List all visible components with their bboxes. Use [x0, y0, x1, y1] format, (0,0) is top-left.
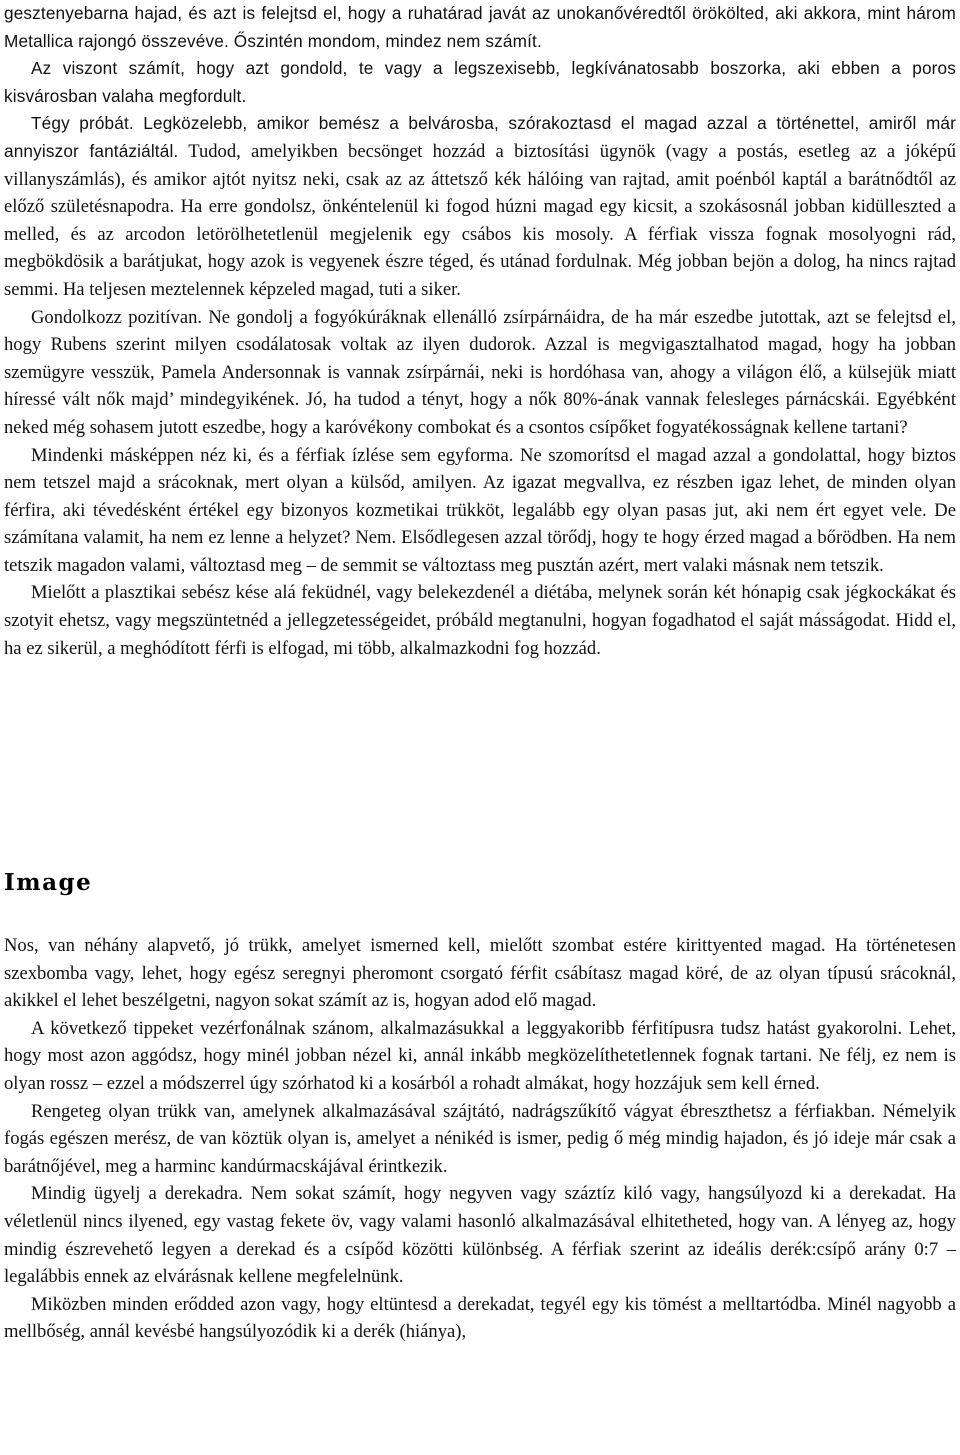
paragraph-text: Az viszont számít, hogy azt gondold, te vagy a legszexisebb, legkívánatosabb boszorka, aki ebben a poros kisvárosban valaha megfordult.	[4, 58, 956, 106]
paragraph: Rengeteg olyan trükk van, amelynek alkalmazásával szájtátó, nadrágszűkítő vágyat ébreszthetsz a férfiakban. Némelyik fogás egészen merész, de van köztük olyan is, amelyet a nénikéd is ismer, pedig ő még mindig hajadon, és jó ideje már csak a barátnőjével, meg a harminc kandúrmacskájával érintkezik.	[4, 1100, 956, 1177]
document-body-part-2	[4, 932, 956, 1346]
paragraph-continued	[4, 0, 956, 55]
paragraph	[4, 110, 956, 303]
document-body-part-1	[4, 0, 956, 662]
paragraph-text: Tudod, amelyikben becsönget hozzád a biztosítási ügynök (vagy a postás, esetleg az a jóképű villanyszámlás), és amikor ajtót nyitsz neki, csak az az áttetsző kék hálóing van rajtad, amit poénból kaptál a barátnődtől az előző születésnapodra. Ha erre gondolsz, önkéntelenül ki fogod húzni magad egy kicsit, a szokásosnál jobban kidülleszted a melled, és az arcodon letörölhetetlenül megjelenik egy csábos kis mosoly. A férfiak vissza fognak mosolyogni rád, megbökdösik a barátjukat, hogy azok is vegyenek észre téged, és utánad fordulnak. Még jobban bejön a dolog, ha nincs rajtad semmi. Ha teljesen meztelennek képzeled magad, tuti a siker.	[4, 140, 956, 300]
paragraph: Gondolkozz pozitívan. Ne gondolj a fogyókúráknak ellenálló zsírpárnáidra, de ha már eszedbe jutottak, azt se felejtsd el, hogy Rubens szerint milyen csodálatosak voltak az ilyen dudorok. Azzal is megvigasztalhatod magad, hogy ha jobban szemügyre vesszük, Pamela Andersonnak is vannak zsírpárnái, neki is hordóhasa van, ahogy a világon élő, a külsejük miatt híressé vált nők majd’ mindegyikének. Jó, ha tudod a tényt, hogy a nők 80%-ának vannak felesleges párnácskái. Egyébként neked még sohasem jutott eszedbe, hogy a karóvékony combokat és a csontos csípőket fogyatékosságnak kellene tartani?	[4, 306, 956, 438]
paragraph: Mindig ügyelj a derekadra. Nem sokat számít, hogy negyven vagy száztíz kiló vagy, hangsúlyozd ki a derekadat. Ha véletlenül nincs ilyened, egy vastag fekete öv, vagy valami hasonló alkalmazásával elhitetheted, hogy van. A lényeg az, hogy mindig észrevehető legyen a derekad és a csípőd közötti különbség. A férfiak szerint az ideális derék:csípő arány 0:7 – legalábbis ennek az elvárásnak kellene megfelelnünk.	[4, 1183, 956, 1288]
paragraph: A következő tippeket vezérfonálnak szánom, alkalmazásukkal a leggyakoribb férfitípusra tudsz hatást gyakorolni. Lehet, hogy most azon aggódsz, hogy minél jobban nézel ki, annál inkább megközelíthetetlennek fognak tartani. Ne félj, ez nem is olyan rossz – ezzel a módszerrel úgy szórhatod ki a kosárból a rohadt almákat, hogy hozzájuk sem kell érned.	[4, 1017, 956, 1094]
paragraph-text: Tégy próbát. Legközelebb, amikor bemész a belvárosba, szórakoztasd el magad azzal a történettel, amiről már annyiszor fantáziáltál.	[4, 113, 956, 161]
paragraph: Mindenki másképpen néz ki, és a férfiak ízlése sem egyforma. Ne szomorítsd el magad azzal a gondolattal, hogy biztos nem tetszel majd a srácoknak, mert olyan a külsőd, amilyen. Az igazat megvallva, ez részben igaz lehet, de minden olyan férfira, aki tévedésként értékel egy bizonyos kozmetikai trükköt, legalább egy olyan pasas jut, aki nem ért egyet vele. De számítana valamit, ha nem ez lenne a helyzet? Nem. Elsődlegesen azzal törődj, hogy te hogy érzed magad a bőrödben. Ha nem tetszik magadon valami, változtasd meg – de semmit se változtass meg pusztán azért, mert valaki másnak nem tetszik.	[4, 444, 956, 576]
paragraph	[4, 55, 956, 110]
paragraph-text: gesztenyebarna hajad, és azt is felejtsd el, hogy a ruhatárad javát az unokanővéredtől örökölted, aki akkora, mint három Metallica rajongó összevéve. Őszintén mondom, mindez nem számít.	[4, 3, 956, 51]
paragraph: Nos, van néhány alapvető, jó trükk, amelyet ismerned kell, mielőtt szombat estére kirittyented magad. Ha történetesen szexbomba vagy, lehet, hogy egész seregnyi pheromont csorgató férfit csábítasz magad köré, de az olyan típusú srácoknál, akikkel el lehet beszélgetni, nagyon sokat számít az is, hogyan adod elő magad.	[4, 935, 956, 1012]
paragraph: Miközben minden erődded azon vagy, hogy eltüntesd a derekadat, tegyél egy kis tömést a melltartódba. Minél nagyobb a mellbőség, annál kevésbé hangsúlyozódik ki a derék (hiánya),	[4, 1293, 956, 1343]
section-heading: Image	[4, 869, 93, 896]
paragraph: Mielőtt a plasztikai sebész kése alá feküdnél, vagy belekezdenél a diétába, melynek során két hónapig csak jégkockákat és szotyit ehetsz, vagy megszüntetnéd a jellegzetességeidet, próbáld megtanulni, hogyan fogadhatod el saját másságodat. Hidd el, ha ez sikerül, a meghódított férfi is elfogad, mi több, alkalmazkodni fog hozzád.	[4, 582, 956, 659]
